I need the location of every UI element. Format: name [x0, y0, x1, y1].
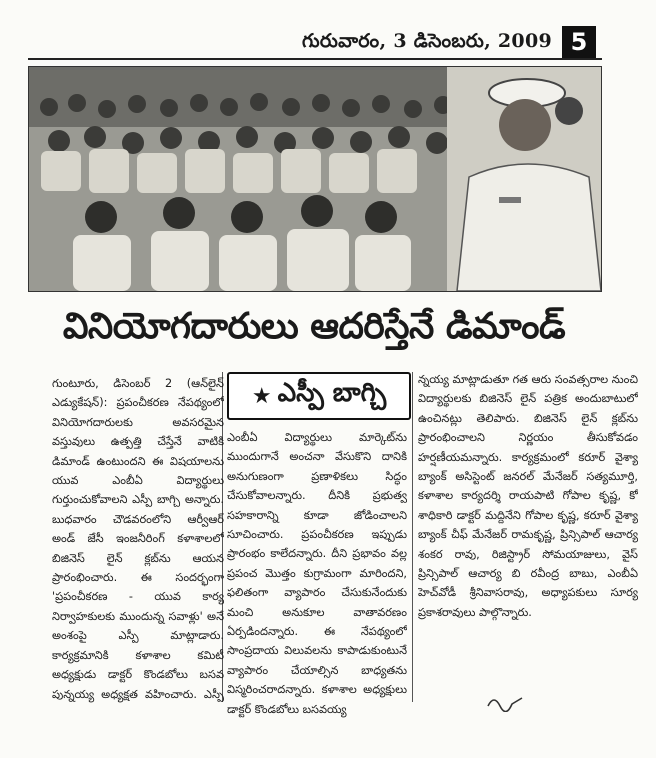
- article-column-1: గుంటూరు, డిసెంబర్ 2 (ఆన్‌లైన్ ఎడ్యుకేషన్): ప్రపంచీకరణ నేపథ్యంలో వినియోగదారులకు అవసరమైన వస్తువులు ఉత్పత్తి చేస్తేనే వాటికి డిమాండ్ ఉంటుందని ఈ విషయాలను యువ ఎంబీఏ విద్యార్థులు గుర్తుంచుకోవాలని ఎస్పీ బాగ్చి అన్నారు. బుధవారం చౌడవరంలోని ఆర్వీఆర్ అండ్ జేసీ ఇంజనీరింగ్ కళాశాలలో బిజినెస్ లైన్ క్లబ్‌ను ఆయన ప్రారంభించారు. ఈ సందర్భంగా 'ప్రపంచీకరణ - యువ కార్య నిర్వాహకులకు ముందున్న సవాళ్లు' అనే అంశంపై ఎస్పీ మాట్లాడారు. కార్యక్రమానికి కళాశాల కమిటీ అధ్యక్షుడు డాక్టర్ కొండబోలు బసవ పున్నయ్య అధ్యక్షత వహించారు. ఎస్పీ: [52, 377, 224, 701]
- article-column-2: ఎంబీఏ విద్యార్థులు మార్కెట్‌ను ముందుగానే అంచనా వేసుకొని దానికి అనుగుణంగా ప్రణాళికలు సిద్ధం చేసుకోవాలన్నారు. దీనికి ప్రభుత్వ సహకారాన్ని కూడా జోడించాలని సూచించారు. ప్రపంచీకరణ ఇప్పుడు ప్రారంభం కాలేదన్నారు. దీని ప్రభావం వల్ల ప్రపంచ మొత్తం కుగ్రామంగా మారిందని, ఫలితంగా వ్యాపారం చేసుకునేందుకు మంచి అనుకూల వాతావరణం ఏర్పడిందన్నారు. ఈ నేపథ్యంలో సాంప్రదాయ విలువలను కాపాడుకుంటునే వ్యాపారం చేయాల్సిన బాధ్యతను విస్మరించరాదన్నారు. కళాశాల అధ్యక్షులు డాక్టర్ కొండబోలు బసవయ్య: [227, 431, 407, 716]
- news-photo: [28, 66, 602, 292]
- star-icon: ★: [251, 383, 272, 409]
- byline-name: ఎస్పీ బాగ్చి: [277, 378, 387, 408]
- dateline: గురువారం, 3 డిసెంబరు, 2009: [301, 30, 552, 52]
- page-number-badge: 5: [562, 26, 596, 58]
- handwritten-mark: [486, 692, 526, 716]
- article-column-3: న్నయ్య మాట్లాడుతూ గత ఆరు సంవత్సరాల నుంచి విద్యార్థులకు బిజినెస్ లైన్ పత్రిక అందుబాటులో ఉంచినట్లు తెలిపారు. బిజినెస్ లైన్ క్లబ్‌ను ప్రారంభించాలని నిర్ణయం తీసుకోవడం హర్షణీయమన్నారు. కార్యక్రమంలో కరూర్ వైశ్యా బ్యాంక్ అసిస్టెంట్ జనరల్ మేనేజర్ సత్యమూర్తి, కళాశాల కార్యదర్శి రాయపాటి గోపాల కృష్ణ, కో శాధికారి డాక్టర్ మద్దినేని గోపాల కృష్ణ, కరూర్ వైశ్యా బ్యాంక్ చీఫ్ మేనేజర్ రామకృష్ణ, ప్రిన్సిపాల్ ఆచార్య శంకర రావు, రిజిస్ట్రార్ సోమయాజులు, వైస్ ప్రిన్సిపాల్ ఆచార్య బి రవీంద్ర బాబు, ఎంబీఏ హెచ్‌వోడీ శ్రీనివాసరావు, అధ్యాపకులు సూర్య ప్రకాశరావులు పాల్గొన్నారు.: [418, 373, 638, 619]
- headline: వినియోగదారులు ఆదరిస్తేనే డిమాండ్: [62, 306, 566, 347]
- audience-photo-illustration: [29, 67, 601, 291]
- column-divider: [412, 372, 413, 702]
- byline-box: [227, 372, 411, 420]
- header-rule: [28, 58, 602, 60]
